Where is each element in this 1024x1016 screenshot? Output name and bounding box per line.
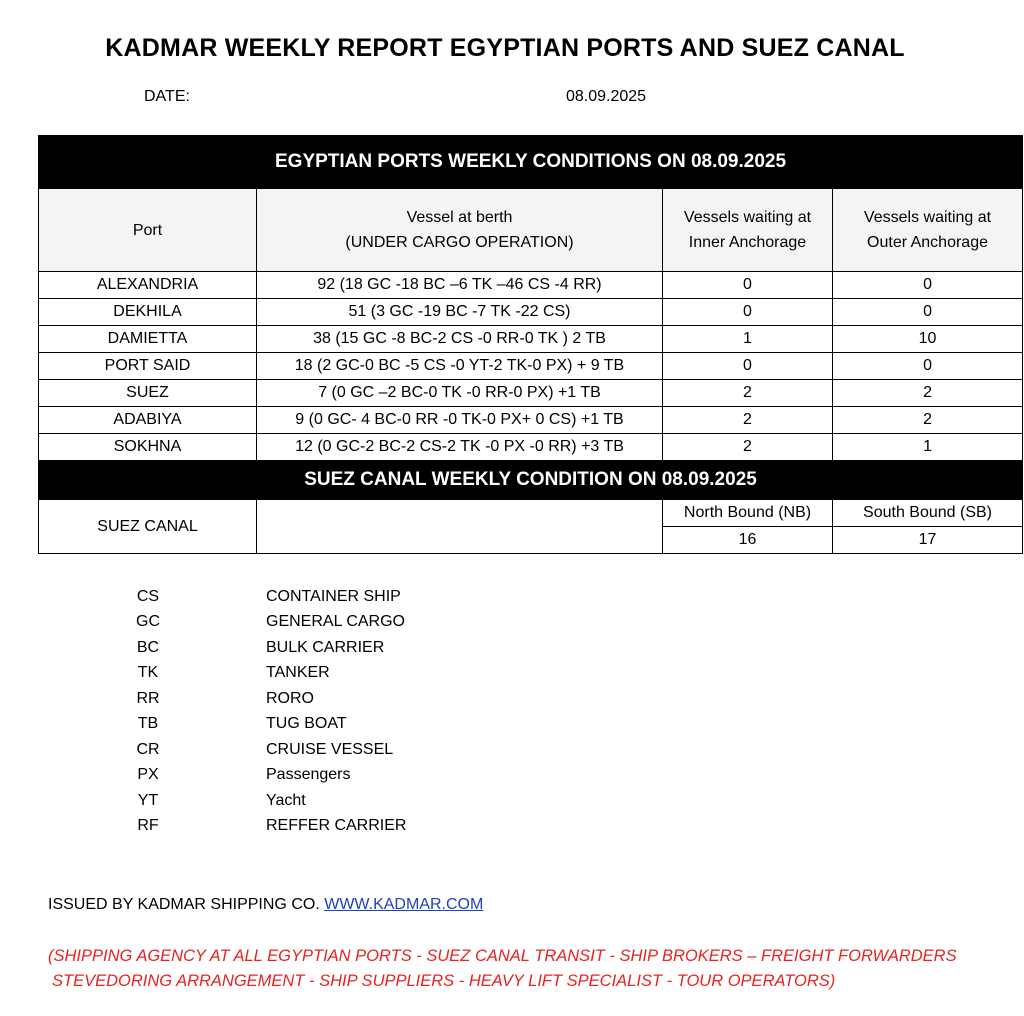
- canal-row: [39, 500, 1023, 527]
- table-row: [39, 407, 1023, 434]
- inner-cell: 0: [663, 272, 833, 299]
- table-row: [39, 299, 1023, 326]
- inner-cell: 2: [663, 407, 833, 434]
- legend-desc: CRUISE VESSEL: [266, 741, 394, 758]
- outer-cell: 10: [833, 326, 1023, 353]
- table-row: [39, 326, 1023, 353]
- legend-desc: GENERAL CARGO: [266, 613, 405, 630]
- table-row: [39, 380, 1023, 407]
- col-berth: [257, 189, 663, 272]
- south-bound-label: South Bound (SB): [833, 500, 1023, 527]
- canal-label: SUEZ CANAL: [39, 500, 257, 554]
- outer-cell: 0: [833, 353, 1023, 380]
- outer-cell: 2: [833, 407, 1023, 434]
- issued-text: ISSUED BY KADMAR SHIPPING CO.: [48, 896, 320, 913]
- report-title: KADMAR WEEKLY REPORT EGYPTIAN PORTS AND SUEZ CANAL: [105, 34, 905, 62]
- legend-code: RF: [137, 817, 159, 834]
- north-bound-label: North Bound (NB): [663, 500, 833, 527]
- canal-band-title: SUEZ CANAL WEEKLY CONDITION ON 08.09.2025: [39, 461, 1023, 500]
- table-row: [39, 353, 1023, 380]
- berth-cell: 38 (15 GC -8 BC-2 CS -0 RR-0 TK ) 2 TB: [257, 326, 663, 353]
- col-inner-line1: Vessels waiting at: [683, 209, 812, 226]
- inner-cell: 0: [663, 299, 833, 326]
- legend-code: TK: [137, 664, 159, 681]
- port-name: PORT SAID: [39, 353, 257, 380]
- date-value: 08.09.2025: [566, 88, 647, 105]
- outer-cell: 0: [833, 272, 1023, 299]
- legend-desc: REFFER CARRIER: [266, 817, 407, 834]
- north-bound-value: 16: [663, 527, 833, 554]
- outer-cell: 0: [833, 299, 1023, 326]
- legend-code: CS: [136, 588, 160, 605]
- berth-cell: 18 (2 GC-0 BC -5 CS -0 YT-2 TK-0 PX) + 9 TB: [257, 353, 663, 380]
- col-port: Port: [39, 189, 257, 272]
- port-name: SUEZ: [39, 380, 257, 407]
- col-outer: [833, 189, 1023, 272]
- south-bound-value: 17: [833, 527, 1023, 554]
- website-link[interactable]: WWW.KADMAR.COM: [324, 896, 484, 913]
- port-name: DEKHILA: [39, 299, 257, 326]
- column-header-row: [39, 189, 1023, 272]
- berth-cell: 92 (18 GC -18 BC –6 TK –46 CS -4 RR): [257, 272, 663, 299]
- legend-code: YT: [137, 792, 159, 809]
- legend-code: CR: [136, 741, 160, 758]
- col-berth-line1: Vessel at berth: [406, 209, 513, 226]
- date-label: DATE:: [144, 88, 190, 105]
- legend-code: BC: [136, 639, 160, 656]
- port-name: DAMIETTA: [39, 326, 257, 353]
- legend-desc: RORO: [266, 690, 314, 707]
- berth-cell: 7 (0 GC –2 BC-0 TK -0 RR-0 PX) +1 TB: [257, 380, 663, 407]
- legend-desc: Yacht: [266, 792, 306, 809]
- col-inner-line2: Inner Anchorage: [688, 234, 807, 251]
- services-tagline: [48, 944, 957, 994]
- table-row: [39, 272, 1023, 299]
- outer-cell: 1: [833, 434, 1023, 461]
- inner-cell: 2: [663, 380, 833, 407]
- col-outer-line2: Outer Anchorage: [867, 234, 988, 251]
- berth-cell: 12 (0 GC-2 BC-2 CS-2 TK -0 PX -0 RR) +3 TB: [257, 434, 663, 461]
- legend-code: TB: [137, 715, 159, 732]
- inner-cell: 2: [663, 434, 833, 461]
- report-table: [38, 135, 1023, 554]
- legend-desc: TUG BOAT: [266, 715, 347, 732]
- legend-desc: TANKER: [266, 664, 330, 681]
- inner-cell: 1: [663, 326, 833, 353]
- tagline-line-2: STEVEDORING ARRANGEMENT - SHIP SUPPLIERS - HEAVY LIFT SPECIALIST - TOUR OPERATORS): [52, 972, 836, 990]
- table-row: [39, 434, 1023, 461]
- berth-cell: 51 (3 GC -19 BC -7 TK -22 CS): [257, 299, 663, 326]
- legend-desc: CONTAINER SHIP: [266, 588, 401, 605]
- legend-desc: BULK CARRIER: [266, 639, 385, 656]
- inner-cell: 0: [663, 353, 833, 380]
- port-name: SOKHNA: [39, 434, 257, 461]
- tagline-line-1: (SHIPPING AGENCY AT ALL EGYPTIAN PORTS - SUEZ CANAL TRANSIT - SHIP BROKERS – FREIGHT FORWARDERS: [48, 947, 957, 965]
- berth-cell: 9 (0 GC- 4 BC-0 RR -0 TK-0 PX+ 0 CS) +1 TB: [257, 407, 663, 434]
- port-name: ADABIYA: [39, 407, 257, 434]
- port-name: ALEXANDRIA: [39, 272, 257, 299]
- legend-code: RR: [136, 690, 160, 707]
- legend-code: PX: [137, 766, 159, 783]
- ports-band-title: EGYPTIAN PORTS WEEKLY CONDITIONS ON 08.09.2025: [39, 136, 1023, 189]
- col-berth-line2: (UNDER CARGO OPERATION): [345, 234, 574, 251]
- outer-cell: 2: [833, 380, 1023, 407]
- col-inner: [663, 189, 833, 272]
- issued-by: [48, 896, 483, 914]
- legend-code: GC: [136, 613, 160, 630]
- col-outer-line1: Vessels waiting at: [863, 209, 992, 226]
- legend-desc: Passengers: [266, 766, 351, 783]
- canal-empty-cell: [257, 500, 663, 554]
